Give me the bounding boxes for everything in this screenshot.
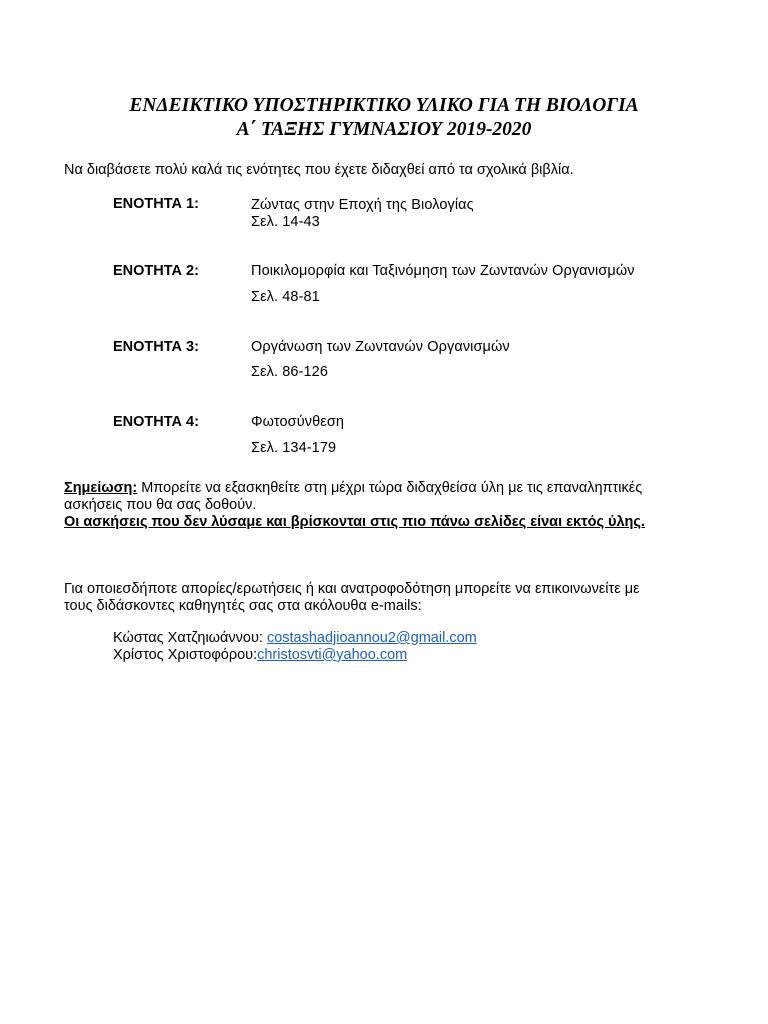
unit-3-title: Οργάνωση των Ζωντανών Οργανισμών xyxy=(251,339,510,355)
unit-1-pages: Σελ. 14-43 xyxy=(251,214,320,230)
unit-1-label: ΕΝΟΤΗΤΑ 1: xyxy=(113,196,199,212)
unit-3-pages: Σελ. 86-126 xyxy=(251,364,328,380)
teacher-1-email-link[interactable]: costashadjioannou2@gmail.com xyxy=(266,630,477,646)
unit-2-title: Ποικιλομορφία και Ταξινόμηση των Ζωντανών Οργανισμών xyxy=(251,263,635,279)
teacher-1-row xyxy=(113,630,477,646)
teacher-2-email-link[interactable]: christosvti@yahoo.com xyxy=(257,647,408,663)
document-title-line-1: ΕΝΔΕΙΚΤΙΚΟ ΥΠΟΣΤΗΡΙΚΤΙΚΟ ΥΛΙΚΟ ΓΙΑ ΤΗ ΒΙΟΛΟΓΙΑ xyxy=(129,95,639,116)
contact-text-line-2: τους διδάσκοντες καθηγητές σας στα ακόλουθα e-mails: xyxy=(64,598,422,614)
document-title-line-2: Α΄ ΤΑΞΗΣ ΓΥΜΝΑΣΙΟΥ 2019-2020 xyxy=(236,119,532,140)
teacher-1-name: Κώστας Χατζηιωάννου: xyxy=(113,630,267,646)
unit-4-title: Φωτοσύνθεση xyxy=(251,414,345,430)
intro-text: Να διαβάσετε πολύ καλά τις ενότητες που έχετε διδαχθεί από τα σχολικά βιβλία. xyxy=(64,162,574,178)
note-paragraph xyxy=(64,480,642,496)
note-text-line-1: Μπορείτε να εξασκηθείτε στη μέχρι τώρα διδαχθείσα ύλη με τις επαναληπτικές xyxy=(137,480,643,496)
contact-text-line-1: Για οποιεσδήποτε απορίες/ερωτήσεις ή και ανατροφοδότηση μπορείτε να επικοινωνείτε με xyxy=(64,581,640,597)
teacher-2-row xyxy=(113,647,407,663)
unit-4-pages: Σελ. 134-179 xyxy=(251,440,337,456)
note-text-line-2: ασκήσεις που θα σας δοθούν. xyxy=(64,497,257,513)
unit-2-pages: Σελ. 48-81 xyxy=(251,289,320,305)
note-label: Σημείωση: xyxy=(64,480,138,496)
teacher-2-name: Χρίστος Χριστοφόρου: xyxy=(113,647,258,663)
unit-2-label: ΕΝΟΤΗΤΑ 2: xyxy=(113,263,199,279)
note-bold-warning: Οι ασκήσεις που δεν λύσαμε και βρίσκονται στις πιο πάνω σελίδες είναι εκτός ύλης. xyxy=(64,514,645,530)
unit-4-label: ΕΝΟΤΗΤΑ 4: xyxy=(113,414,199,430)
unit-3-label: ΕΝΟΤΗΤΑ 3: xyxy=(113,339,199,355)
unit-1-title: Ζώντας στην Εποχή της Βιολογίας xyxy=(251,197,474,213)
